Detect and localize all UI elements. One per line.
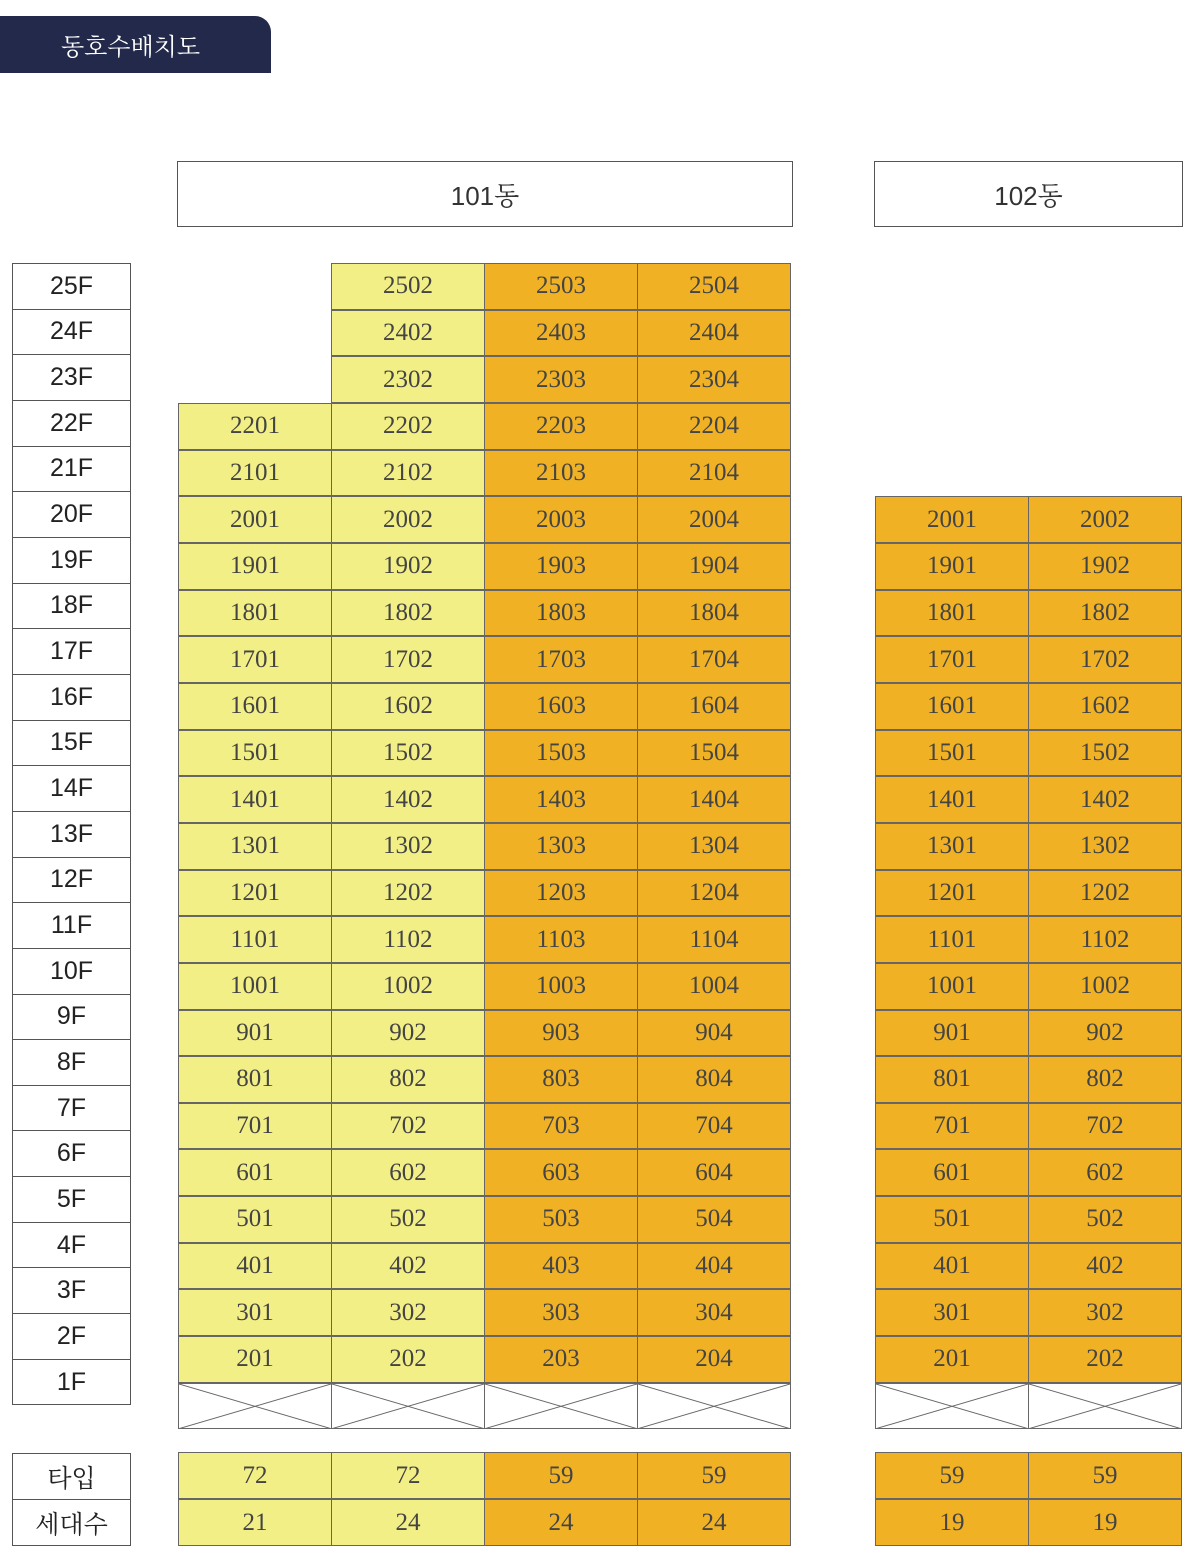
unit-cell: 2102 (331, 450, 485, 497)
floor-row (178, 357, 791, 404)
floor-label: 3F (12, 1267, 131, 1314)
unit-cell: 1201 (875, 870, 1029, 917)
unit-cell: 1202 (331, 870, 485, 917)
households-value: 19 (1028, 1499, 1182, 1546)
floor-row (178, 1337, 791, 1384)
empty-slot (1028, 403, 1182, 450)
unit-cell: 602 (1028, 1149, 1182, 1196)
unit-cell: 1402 (331, 776, 485, 823)
floor-label: 17F (12, 628, 131, 675)
unit-cell: 603 (484, 1149, 638, 1196)
unit-cell: 2503 (484, 263, 638, 310)
unit-cell: 802 (1028, 1056, 1182, 1103)
floor-label: 6F (12, 1130, 131, 1177)
floor-row (178, 1150, 791, 1197)
unit-cell: 2203 (484, 403, 638, 450)
floor-label: 11F (12, 902, 131, 949)
unit-cell: 202 (331, 1336, 485, 1383)
unit-cell: 1501 (875, 730, 1029, 777)
unit-cell: 704 (637, 1103, 791, 1150)
unit-cell: 2003 (484, 496, 638, 543)
empty-slot (1028, 356, 1182, 403)
unit-cell: 2002 (331, 496, 485, 543)
unit-cell: 201 (875, 1336, 1029, 1383)
building-101-summary (178, 1453, 791, 1547)
unit-cell: 1302 (331, 823, 485, 870)
empty-slot (875, 403, 1029, 450)
floor-row (178, 591, 791, 638)
type-label: 타입 (12, 1453, 131, 1500)
unit-cell: 1502 (1028, 730, 1182, 777)
unit-cell: 1401 (178, 776, 332, 823)
cross-icon (638, 1384, 790, 1429)
unit-cell: 1902 (331, 543, 485, 590)
unit-cell: 2302 (331, 356, 485, 403)
floor-row (178, 777, 791, 824)
floor-row (178, 1011, 791, 1058)
unit-cell: 702 (1028, 1103, 1182, 1150)
unit-cell: 1701 (178, 636, 332, 683)
floor-label: 15F (12, 720, 131, 767)
unit-cell: 1904 (637, 543, 791, 590)
unit-cell: 1101 (875, 916, 1029, 963)
no-unit-cross-cell (637, 1383, 791, 1430)
type-value: 59 (1028, 1452, 1182, 1499)
summary-label-column (12, 1453, 131, 1546)
floor-row (875, 311, 1182, 358)
households-value: 21 (178, 1499, 332, 1546)
unit-cell: 601 (178, 1149, 332, 1196)
floor-label: 24F (12, 309, 131, 356)
unit-cell: 1801 (178, 590, 332, 637)
page-title: 동호수배치도 (0, 16, 271, 73)
unit-cell: 1703 (484, 636, 638, 683)
floor-label: 14F (12, 765, 131, 812)
unit-cell: 1501 (178, 730, 332, 777)
unit-cell: 2304 (637, 356, 791, 403)
floor-row (875, 871, 1182, 918)
unit-cell: 2402 (331, 310, 485, 357)
floor-row (178, 824, 791, 871)
unit-cell: 2502 (331, 263, 485, 310)
type-value: 72 (331, 1452, 485, 1499)
floor-label: 18F (12, 583, 131, 630)
households-label: 세대수 (12, 1499, 131, 1546)
floor-row (178, 404, 791, 451)
floor-row (178, 1290, 791, 1337)
empty-slot (1028, 450, 1182, 497)
unit-cell: 703 (484, 1103, 638, 1150)
unit-cell: 301 (178, 1289, 332, 1336)
floor-label: 25F (12, 263, 131, 310)
unit-cell: 2001 (875, 496, 1029, 543)
floor-row (178, 311, 791, 358)
empty-slot (178, 310, 332, 357)
floor-row (875, 1197, 1182, 1244)
unit-cell: 301 (875, 1289, 1029, 1336)
floor-row (875, 777, 1182, 824)
unit-cell: 602 (331, 1149, 485, 1196)
unit-cell: 1102 (1028, 916, 1182, 963)
floor-row (178, 684, 791, 731)
unit-cell: 503 (484, 1196, 638, 1243)
unit-cell: 1101 (178, 916, 332, 963)
unit-cell: 701 (875, 1103, 1029, 1150)
unit-cell: 1901 (178, 543, 332, 590)
households-row (178, 1500, 791, 1547)
households-value: 24 (484, 1499, 638, 1546)
building-102-unit-grid (875, 264, 1182, 1430)
floor-row (875, 684, 1182, 731)
floor-label: 20F (12, 491, 131, 538)
unit-cell: 1001 (178, 963, 332, 1010)
floor-label: 23F (12, 354, 131, 401)
empty-slot (1028, 263, 1182, 310)
floor-label: 2F (12, 1313, 131, 1360)
unit-cell: 902 (1028, 1010, 1182, 1057)
floor-row (875, 731, 1182, 778)
floor-row (875, 637, 1182, 684)
unit-cell: 304 (637, 1289, 791, 1336)
unit-cell: 401 (875, 1243, 1029, 1290)
floor-row (875, 824, 1182, 871)
unit-cell: 2004 (637, 496, 791, 543)
unit-cell: 1803 (484, 590, 638, 637)
unit-cell: 2504 (637, 263, 791, 310)
floor-row (875, 451, 1182, 498)
floor-row (875, 1057, 1182, 1104)
unit-cell: 201 (178, 1336, 332, 1383)
unit-cell: 901 (178, 1010, 332, 1057)
unit-cell: 2103 (484, 450, 638, 497)
unit-cell: 1301 (875, 823, 1029, 870)
type-value: 59 (484, 1452, 638, 1499)
unit-cell: 402 (331, 1243, 485, 1290)
unit-cell: 402 (1028, 1243, 1182, 1290)
floor-row (875, 497, 1182, 544)
unit-cell: 1104 (637, 916, 791, 963)
unit-cell: 804 (637, 1056, 791, 1103)
unit-cell: 403 (484, 1243, 638, 1290)
unit-cell: 502 (331, 1196, 485, 1243)
floor-label: 8F (12, 1039, 131, 1086)
unit-cell: 2303 (484, 356, 638, 403)
unit-cell: 203 (484, 1336, 638, 1383)
empty-slot (875, 450, 1029, 497)
households-value: 24 (331, 1499, 485, 1546)
unit-cell: 204 (637, 1336, 791, 1383)
unit-cell: 701 (178, 1103, 332, 1150)
floor-row (178, 1057, 791, 1104)
unit-cell: 1902 (1028, 543, 1182, 590)
unit-cell: 1704 (637, 636, 791, 683)
unit-cell: 1203 (484, 870, 638, 917)
type-value: 59 (637, 1452, 791, 1499)
floor-row (875, 591, 1182, 638)
unit-cell: 2204 (637, 403, 791, 450)
unit-cell: 902 (331, 1010, 485, 1057)
unit-cell: 2202 (331, 403, 485, 450)
unit-cell: 1604 (637, 683, 791, 730)
unit-cell: 802 (331, 1056, 485, 1103)
unit-cell: 202 (1028, 1336, 1182, 1383)
unit-cell: 1003 (484, 963, 638, 1010)
unit-cell: 2201 (178, 403, 332, 450)
floor-label: 10F (12, 948, 131, 995)
floor-label: 21F (12, 446, 131, 493)
unit-cell: 1701 (875, 636, 1029, 683)
floor-row (178, 731, 791, 778)
unit-cell: 1502 (331, 730, 485, 777)
unit-cell: 1802 (1028, 590, 1182, 637)
unit-cell: 1004 (637, 963, 791, 1010)
unit-cell: 404 (637, 1243, 791, 1290)
unit-cell: 1302 (1028, 823, 1182, 870)
unit-cell: 1103 (484, 916, 638, 963)
unit-cell: 2403 (484, 310, 638, 357)
unit-cell: 1202 (1028, 870, 1182, 917)
unit-cell: 1301 (178, 823, 332, 870)
floor-row (875, 1244, 1182, 1291)
unit-cell: 1303 (484, 823, 638, 870)
type-row (178, 1453, 791, 1500)
no-unit-cross-cell (178, 1383, 332, 1430)
unit-cell: 2104 (637, 450, 791, 497)
empty-slot (1028, 310, 1182, 357)
type-value: 59 (875, 1452, 1029, 1499)
floor-row (178, 1104, 791, 1151)
floor-row (875, 1337, 1182, 1384)
floor-row (875, 1290, 1182, 1337)
floor-label: 22F (12, 400, 131, 447)
households-value: 24 (637, 1499, 791, 1546)
unit-cell: 801 (875, 1056, 1029, 1103)
floor-row (178, 964, 791, 1011)
unit-cell: 1601 (178, 683, 332, 730)
unit-cell: 1001 (875, 963, 1029, 1010)
unit-cell: 302 (331, 1289, 485, 1336)
unit-cell: 1204 (637, 870, 791, 917)
floor-row (875, 264, 1182, 311)
unit-cell: 1901 (875, 543, 1029, 590)
unit-cell: 502 (1028, 1196, 1182, 1243)
unit-cell: 1702 (1028, 636, 1182, 683)
unit-cell: 1503 (484, 730, 638, 777)
cross-icon (332, 1384, 484, 1429)
empty-slot (178, 356, 332, 403)
empty-slot (875, 356, 1029, 403)
floor-row (875, 404, 1182, 451)
unit-cell: 1903 (484, 543, 638, 590)
floor-label: 13F (12, 811, 131, 858)
unit-cell: 1403 (484, 776, 638, 823)
unit-cell: 702 (331, 1103, 485, 1150)
unit-cell: 904 (637, 1010, 791, 1057)
floor-label: 7F (12, 1085, 131, 1132)
no-unit-cross-cell (331, 1383, 485, 1430)
floor-label: 1F (12, 1359, 131, 1406)
unit-cell: 803 (484, 1056, 638, 1103)
unit-cell: 1602 (331, 683, 485, 730)
empty-slot (178, 263, 332, 310)
unit-cell: 801 (178, 1056, 332, 1103)
floor-row (178, 1384, 791, 1431)
unit-cell: 1404 (637, 776, 791, 823)
floor-row (875, 544, 1182, 591)
floor-label-column (12, 263, 131, 1405)
floor-row (875, 1011, 1182, 1058)
type-value: 72 (178, 1452, 332, 1499)
unit-cell: 604 (637, 1149, 791, 1196)
unit-cell: 2001 (178, 496, 332, 543)
building-101-header: 101동 (177, 161, 793, 227)
unit-cell: 401 (178, 1243, 332, 1290)
floor-row (875, 357, 1182, 404)
unit-cell: 601 (875, 1149, 1029, 1196)
floor-label: 5F (12, 1176, 131, 1223)
unit-cell: 2002 (1028, 496, 1182, 543)
unit-cell: 903 (484, 1010, 638, 1057)
unit-cell: 2404 (637, 310, 791, 357)
unit-cell: 1804 (637, 590, 791, 637)
building-101-unit-grid (178, 264, 791, 1430)
no-unit-cross-cell (875, 1383, 1029, 1430)
floor-label: 19F (12, 537, 131, 584)
floor-row (178, 264, 791, 311)
unit-cell: 1002 (1028, 963, 1182, 1010)
empty-slot (875, 310, 1029, 357)
type-row (875, 1453, 1182, 1500)
unit-cell: 504 (637, 1196, 791, 1243)
cross-icon (179, 1384, 331, 1429)
unit-cell: 1401 (875, 776, 1029, 823)
floor-row (178, 637, 791, 684)
unit-cell: 901 (875, 1010, 1029, 1057)
cross-icon (876, 1384, 1028, 1429)
unit-cell: 1402 (1028, 776, 1182, 823)
households-row (875, 1500, 1182, 1547)
building-102-summary (875, 1453, 1182, 1547)
floor-row (178, 451, 791, 498)
unit-cell: 1702 (331, 636, 485, 683)
unit-cell: 1002 (331, 963, 485, 1010)
floor-label: 16F (12, 674, 131, 721)
cross-icon (1029, 1384, 1181, 1429)
unit-cell: 2101 (178, 450, 332, 497)
households-value: 19 (875, 1499, 1029, 1546)
floor-row (178, 544, 791, 591)
building-102-header: 102동 (874, 161, 1183, 227)
no-unit-cross-cell (1028, 1383, 1182, 1430)
unit-cell: 302 (1028, 1289, 1182, 1336)
unit-cell: 501 (875, 1196, 1029, 1243)
unit-cell: 1601 (875, 683, 1029, 730)
floor-row (875, 1150, 1182, 1197)
floor-row (178, 1244, 791, 1291)
floor-row (875, 1384, 1182, 1431)
floor-label: 4F (12, 1222, 131, 1269)
unit-cell: 1304 (637, 823, 791, 870)
floor-row (178, 917, 791, 964)
unit-cell: 1603 (484, 683, 638, 730)
floor-label: 9F (12, 994, 131, 1041)
empty-slot (875, 263, 1029, 310)
unit-cell: 1102 (331, 916, 485, 963)
unit-cell: 303 (484, 1289, 638, 1336)
floor-label: 12F (12, 857, 131, 904)
unit-cell: 1802 (331, 590, 485, 637)
unit-cell: 1602 (1028, 683, 1182, 730)
floor-row (178, 871, 791, 918)
floor-row (178, 1197, 791, 1244)
unit-cell: 1801 (875, 590, 1029, 637)
floor-row (875, 1104, 1182, 1151)
unit-cell: 1504 (637, 730, 791, 777)
no-unit-cross-cell (484, 1383, 638, 1430)
floor-row (875, 917, 1182, 964)
floor-row (875, 964, 1182, 1011)
unit-cell: 1201 (178, 870, 332, 917)
unit-cell: 501 (178, 1196, 332, 1243)
cross-icon (485, 1384, 637, 1429)
floor-row (178, 497, 791, 544)
